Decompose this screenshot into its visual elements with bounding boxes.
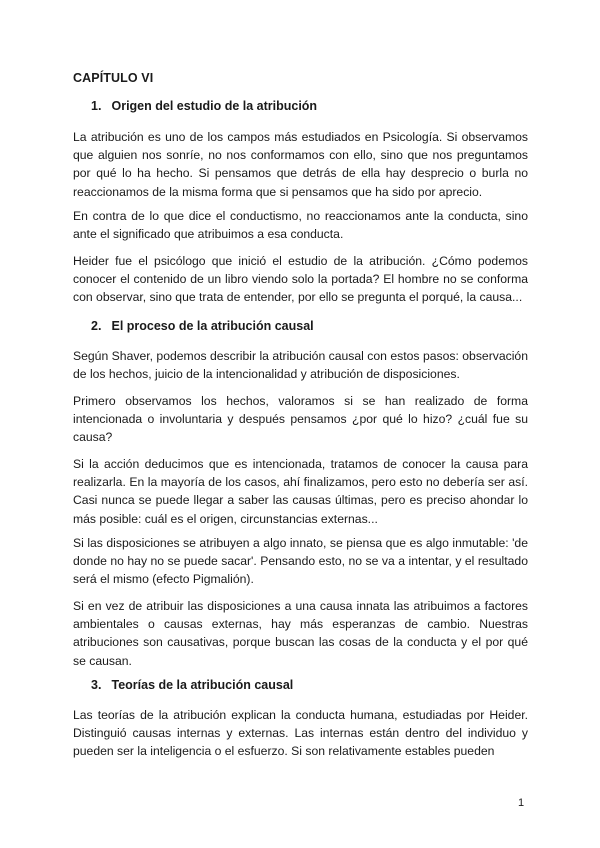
paragraph: Si en vez de atribuir las disposiciones a una causa innata las atribuimos a factores ambientales o causas externas, hay más esperanzas de cambio. Nuestras atribuciones son causativas, porque buscan las cosas de la conducta y el por qué se causan.: [73, 599, 528, 668]
page-number: 1: [518, 797, 525, 809]
section-heading-1: [91, 99, 317, 113]
paragraph: Heider fue el psicólogo que inició el estudio de la atribución. ¿Cómo podemos conocer el contenido de un libro viendo solo la portada? El hombre no se conforma con observar, sino que trata de entender, por ello se pregunta el porqué, la causa...: [73, 254, 528, 305]
paragraph: Las teorías de la atribución explican la conducta humana, estudiadas por Heider. Distinguió causas internas y externas. Las internas están dentro del individuo y pueden ser la inteligencia o el esfuerzo. Si son relativamente estables pueden: [73, 708, 528, 759]
section-heading-2: [91, 319, 314, 333]
section-number: 3.: [91, 678, 102, 692]
section-title: Origen del estudio de la atribución: [111, 99, 318, 113]
paragraph: Primero observamos los hechos, valoramos si se han realizado de forma intencionada o involuntaria y después pensamos ¿por qué lo hizo? ¿cuál fue su causa?: [73, 394, 528, 445]
paragraph: Según Shaver, podemos describir la atribución causal con estos pasos: observación de los hechos, juicio de la intencionalidad y atribución de disposiciones.: [73, 349, 528, 382]
paragraph: Si las disposiciones se atribuyen a algo innato, se piensa que es algo inmutable: 'de donde no hay no se puede sacar'. Pensando esto, no se va a intentar, y el resultado será el mismo (efecto Pigmalión).: [73, 536, 528, 587]
section-number: 2.: [91, 319, 102, 333]
section-heading-3: [91, 678, 293, 692]
section-title: Teorías de la atribución causal: [111, 678, 294, 692]
chapter-title: CAPÍTULO VI: [73, 71, 154, 85]
paragraph: Si la acción deducimos que es intencionada, tratamos de conocer la causa para realizarla. En la mayoría de los casos, ahí finalizamos, pero esto no debería ser así. Casi nunca se puede llegar a saber las causas últimas, pero es preciso ahondar lo más posible: cuál es el origen, circunstancias externas...: [73, 457, 528, 526]
section-number: 1.: [91, 99, 102, 113]
section-title: El proceso de la atribución causal: [111, 319, 314, 333]
paragraph: En contra de lo que dice el conductismo, no reaccionamos ante la conducta, sino ante el significado que atribuimos a esa conducta.: [73, 209, 528, 242]
paragraph: La atribución es uno de los campos más estudiados en Psicología. Si observamos que alguien nos sonríe, no nos conformamos con ello, sino que nos preguntamos por qué lo ha hecho. Si pensamos que detrás de ella hay desprecio o burla no reaccionamos de la misma forma que si pensamos que ha sido por aprecio.: [73, 130, 528, 199]
